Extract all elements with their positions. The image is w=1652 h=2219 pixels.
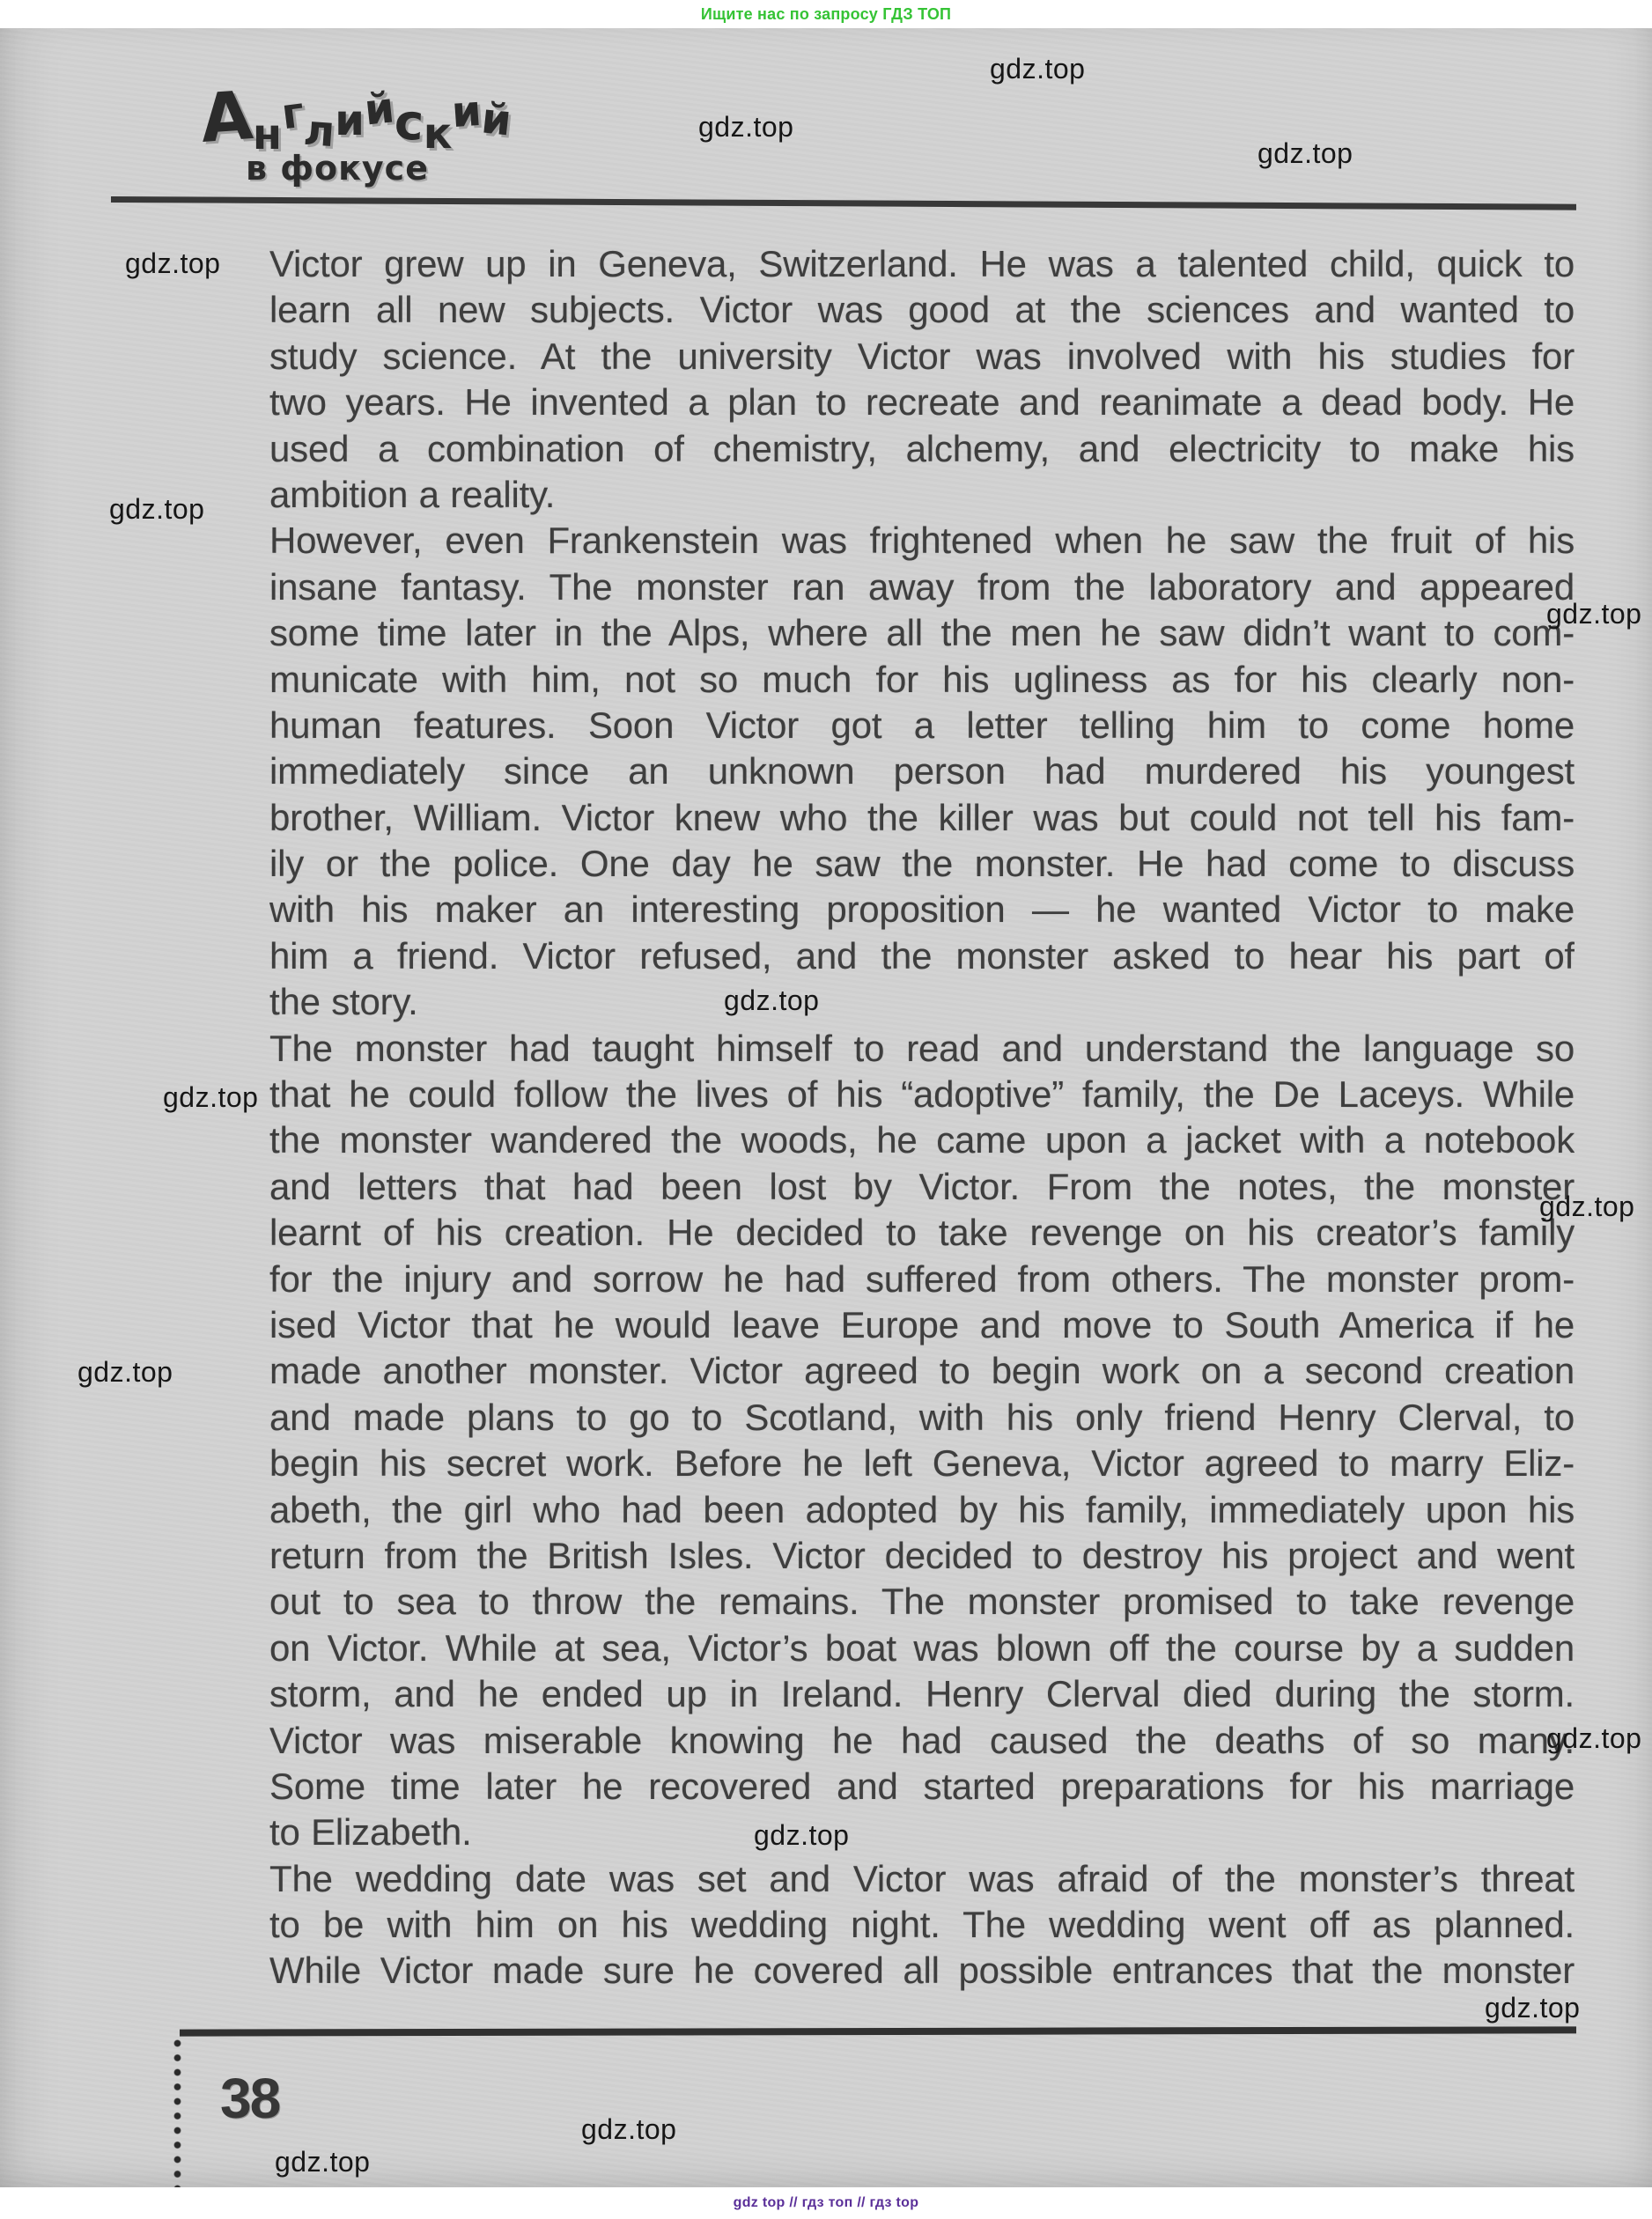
site-watermark: gdz.top: [125, 247, 221, 279]
site-watermark: gdz.top: [163, 1081, 259, 1113]
text-line: him a friend. Victor refused, and the monster asked to hear his part of: [269, 934, 1575, 977]
text-line: made another monster. Victor agreed to begin work on a second creation: [269, 1350, 1575, 1392]
site-watermark: gdz.top: [754, 1819, 850, 1851]
text-line: The monster had taught himself to read and understand the language so: [269, 1027, 1575, 1069]
top-banner-text: Ищите нас по запросу ГДЗ ТОП: [700, 4, 952, 23]
text-line: that he could follow the lives of his “adoptive” family, the De Laceys. While: [269, 1073, 1575, 1116]
site-watermark: gdz.top: [698, 111, 794, 143]
site-watermark: gdz.top: [1546, 1722, 1642, 1754]
text-line: municate with him, not so much for his ugliness as for his clearly non-: [269, 658, 1575, 700]
textbook-logo: [197, 74, 514, 188]
text-line: While Victor made sure he covered all possible entrances that the monster: [269, 1950, 1575, 1992]
text-line: and made plans to go to Scotland, with his only friend Henry Clerval, to: [269, 1396, 1575, 1438]
site-watermark: gdz.top: [1257, 137, 1353, 169]
text-line: the monster wandered the woods, he came upon a jacket with a notebook: [269, 1119, 1575, 1161]
bottom-banner: [0, 2187, 1652, 2219]
text-line: However, even Frankenstein was frightened when he saw the fruit of his: [269, 520, 1575, 562]
text-line: to Elizabeth.: [269, 1811, 472, 1854]
text-line: used a combination of chemistry, alchemy, and electricity to make his: [269, 427, 1575, 469]
logo-subtitle: в фокусе: [246, 149, 429, 188]
site-watermark: gdz.top: [990, 53, 1086, 85]
site-watermark: gdz.top: [724, 984, 820, 1016]
text-line: insane fantasy. The monster ran away from the laboratory and appeared: [269, 565, 1575, 608]
text-line: immediately since an unknown person had murdered his youngest: [269, 750, 1575, 792]
text-line: two years. He invented a plan to recreate and reanimate a dead body. He: [269, 381, 1575, 424]
site-watermark: gdz.top: [1539, 1191, 1635, 1222]
text-line: ambition a reality.: [269, 473, 556, 515]
text-line: begin his secret work. Before he left Geneva, Victor agreed to marry Eliz-: [269, 1442, 1575, 1485]
text-line: Some time later he recovered and started preparations for his marriage: [269, 1765, 1575, 1807]
text-line: return from the British Isles. Victor decided to destroy his project and went: [269, 1534, 1575, 1576]
top-banner: [0, 0, 1652, 28]
page-number: 38: [220, 2067, 280, 2130]
text-line: brother, William. Victor knew who the killer was but could not tell his fam-: [269, 796, 1575, 838]
site-watermark: gdz.top: [109, 493, 205, 525]
logo-title: Английский: [197, 76, 514, 159]
text-line: learnt of his creation. He decided to take revenge on his creator’s family: [269, 1212, 1575, 1254]
text-line: Victor grew up in Geneva, Switzerland. He was a talented child, quick to: [269, 243, 1575, 284]
site-watermark: gdz.top: [275, 2146, 371, 2178]
text-line: with his maker an interesting proposition — he wanted Victor to make: [269, 888, 1575, 931]
text-line: ised Victor that he would leave Europe and move to South America if he: [269, 1303, 1575, 1345]
text-line: Victor was miserable knowing he had caused the deaths of so many.: [269, 1719, 1575, 1761]
text-line: ily or the police. One day he saw the monster. He had come to discuss: [269, 843, 1575, 885]
text-line: on Victor. While at sea, Victor’s boat was blown off the course by a sudden: [269, 1626, 1575, 1669]
article-text: [269, 241, 1575, 1994]
text-line: The wedding date was set and Victor was afraid of the monster’s threat: [269, 1857, 1575, 1899]
text-line: out to sea to throw the remains. The monster promised to take revenge: [269, 1581, 1575, 1623]
text-line: and letters that had been lost by Victor. From the notes, the monster: [269, 1165, 1575, 1207]
text-line: storm, and he ended up in Ireland. Henry Clerval died during the storm.: [269, 1673, 1575, 1715]
text-line: learn all new subjects. Victor was good at the sciences and wanted to: [269, 289, 1575, 331]
text-line: for the injury and sorrow he had suffered from others. The monster prom-: [269, 1257, 1575, 1300]
text-line: study science. At the university Victor was involved with his studies for: [269, 335, 1575, 377]
site-watermark: gdz.top: [77, 1356, 173, 1388]
site-watermark: gdz.top: [581, 2113, 677, 2145]
site-watermark: gdz.top: [1546, 598, 1642, 630]
text-line: abeth, the girl who had been adopted by his family, immediately upon his: [269, 1488, 1575, 1530]
text-line: human features. Soon Victor got a letter telling him to come home: [269, 704, 1575, 746]
text-line: some time later in the Alps, where all the men he saw didn’t want to com-: [269, 612, 1575, 654]
site-watermark: gdz.top: [1485, 1992, 1581, 2024]
text-line: to be with him on his wedding night. The wedding went off as planned.: [269, 1904, 1575, 1946]
text-line: the story.: [269, 981, 418, 1023]
footer-links: gdz top // гдз топ // гдз top: [733, 2195, 919, 2210]
